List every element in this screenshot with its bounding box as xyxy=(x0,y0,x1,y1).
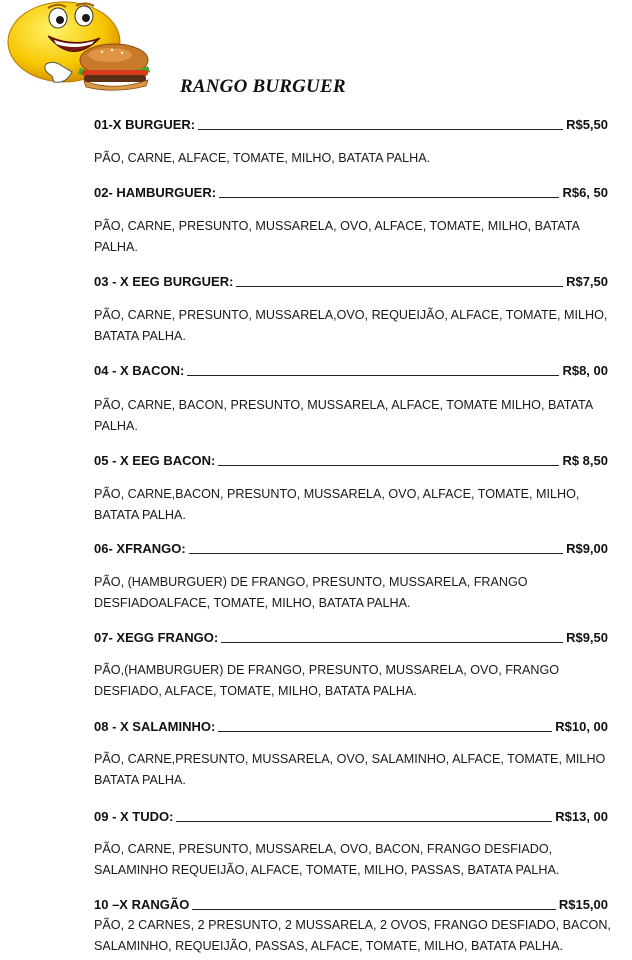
item-description: PÃO, CARNE, PRESUNTO, MUSSARELA, OVO, BACON, FRANGO DESFIADO, SALAMINHO REQUEIJÃO, ALFACE, TOMATE, MILHO, PASSAS, BATATA PALHA. xyxy=(94,842,560,877)
item-name: 06- XFRANGO: xyxy=(94,541,186,556)
item-description: PÃO, (HAMBURGUER) DE FRANGO, PRESUNTO, MUSSARELA, FRANGO DESFIADOALFACE, TOMATE, MILHO, BATATA PALHA. xyxy=(94,575,528,610)
item-price: R$7,50 xyxy=(566,274,608,289)
leader-line xyxy=(219,197,559,198)
item-price: R$13, 00 xyxy=(555,809,608,824)
leader-line xyxy=(198,129,563,130)
item-description: PÃO, CARNE,PRESUNTO, MUSSARELA, OVO, SALAMINHO, ALFACE, TOMATE, MILHO BATATA PALHA. xyxy=(94,752,606,787)
leader-line xyxy=(189,553,563,554)
item-name: 05 - X EEG BACON: xyxy=(94,453,216,468)
item-name: 01-X BURGUER: xyxy=(94,117,196,132)
menu-item-header xyxy=(94,271,608,289)
item-description: PÃO, CARNE,BACON, PRESUNTO, MUSSARELA, OVO, ALFACE, TOMATE, MILHO, BATATA PALHA. xyxy=(94,487,580,522)
item-description: PÃO, CARNE, BACON, PRESUNTO, MUSSARELA, ALFACE, TOMATE MILHO, BATATA PALHA. xyxy=(94,398,593,433)
item-price: R$6, 50 xyxy=(562,185,608,200)
item-description: PÃO,(HAMBURGUER) DE FRANGO, PRESUNTO, MUSSARELA, OVO, FRANGO DESFIADO, ALFACE, TOMATE, MILHO, BATATA PALHA. xyxy=(94,663,560,698)
menu-item-header xyxy=(94,182,608,200)
menu-item-header xyxy=(94,114,608,132)
menu-item-header xyxy=(94,716,608,734)
menu-item-header xyxy=(94,360,608,378)
menu-item-header xyxy=(94,894,608,912)
menu-item-header xyxy=(94,806,608,824)
item-price: R$8, 00 xyxy=(562,363,608,378)
item-name: 09 - X TUDO: xyxy=(94,809,174,824)
leader-line xyxy=(236,286,563,287)
item-price: R$9,50 xyxy=(566,630,608,645)
item-description: PÃO, CARNE, ALFACE, TOMATE, MILHO, BATATA PALHA. xyxy=(94,151,431,165)
item-description: PÃO, 2 CARNES, 2 PRESUNTO, 2 MUSSARELA, 2 OVOS, FRANGO DESFIADO, BACON, SALAMINHO, REQUEIJÃO, PASSAS, ALFACE, TOMATE, MILHO, BATATA PALHA. xyxy=(94,918,611,953)
item-name: 02- HAMBURGUER: xyxy=(94,185,217,200)
leader-line xyxy=(187,375,559,376)
item-name: 07- XEGG FRANGO: xyxy=(94,630,219,645)
item-price: R$9,00 xyxy=(566,541,608,556)
page-title: RANGO BURGUER xyxy=(180,76,346,97)
menu-item-header xyxy=(94,538,608,556)
item-price: R$15,00 xyxy=(558,897,608,912)
menu-item-header xyxy=(94,450,608,468)
item-description: PÃO, CARNE, PRESUNTO, MUSSARELA, OVO, ALFACE, TOMATE, MILHO, BATATA PALHA. xyxy=(94,219,580,254)
item-name: 08 - X SALAMINHO: xyxy=(94,719,216,734)
leader-line xyxy=(192,909,555,910)
leader-line xyxy=(221,642,563,643)
item-name: 04 - X BACON: xyxy=(94,363,185,378)
leader-line xyxy=(176,821,552,822)
item-price: R$10, 00 xyxy=(555,719,608,734)
item-name: 10 –X RANGÃO xyxy=(94,897,190,912)
item-price: R$ 8,50 xyxy=(562,453,608,468)
item-description: PÃO, CARNE, PRESUNTO, MUSSARELA,OVO, REQUEIJÃO, ALFACE, TOMATE, MILHO, BATATA PALHA. xyxy=(94,308,608,343)
menu-item-header xyxy=(94,627,608,645)
leader-line xyxy=(218,731,552,732)
item-price: R$5,50 xyxy=(566,117,608,132)
leader-line xyxy=(218,465,559,466)
item-name: 03 - X EEG BURGUER: xyxy=(94,274,234,289)
